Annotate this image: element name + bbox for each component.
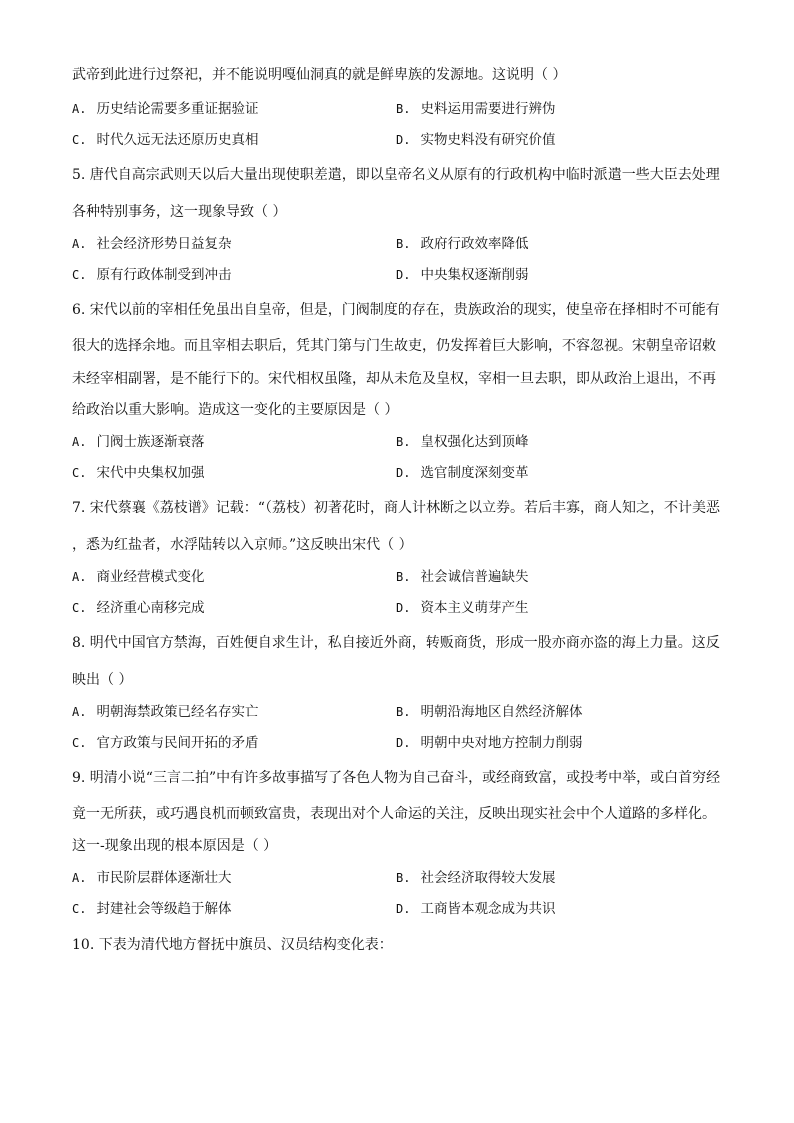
option-d: D. 明朝中央对地方控制力削弱 xyxy=(396,735,583,751)
question-5-line-1: 5. 唐代自高宗武则天以后大量出现使职差遣，即以皇帝名义从原有的行政机构中临时派遣一些大臣去处理 xyxy=(72,167,720,183)
option-b: B. 皇权强化达到顶峰 xyxy=(396,434,529,450)
question-6-line-2: 很大的选择余地。而且宰相去职后，凭其门第与门生故吏，仍发挥着巨大影响，不容忽视。宋朝皇帝诏敕 xyxy=(72,338,716,354)
option-d: D. 工商皆本观念成为共识 xyxy=(396,901,556,917)
option-a: A. 商业经营模式变化 xyxy=(72,569,205,585)
question-5-line-2: 各种特别事务，这一现象导致（ ） xyxy=(72,204,287,220)
option-b: B. 政府行政效率降低 xyxy=(396,236,529,252)
question-9-line-3: 这一-现象出现的根本原因是（ ） xyxy=(72,838,278,854)
option-d: D. 中央集权逐渐削弱 xyxy=(396,267,529,283)
option-a: A. 历史结论需要多重证据验证 xyxy=(72,101,259,117)
question-6-line-3: 未经宰相副署，是不能行下的。宋代相权虽隆，却从未危及皇权，宰相一旦去职，即从政治上退出，不再 xyxy=(72,371,716,387)
option-b: B. 史料运用需要进行辨伪 xyxy=(396,101,556,117)
option-a: A. 明朝海禁政策已经名存实亡 xyxy=(72,704,259,720)
option-d: D. 选官制度深刻变革 xyxy=(396,465,529,481)
question-6-line-4: 给政治以重大影响。造成这一变化的主要原因是（ ） xyxy=(72,402,399,418)
option-c: C. 宋代中央集权加强 xyxy=(72,465,205,481)
question-text-line: 武帝到此进行过祭祀，并不能说明嘎仙洞真的就是鲜卑族的发源地。这说明（ ） xyxy=(72,67,567,83)
question-9-line-1: 9. 明清小说“三言二拍”中有许多故事描写了各色人物为自己奋斗，或经商致富，或投考中举，或白首穷经 xyxy=(72,770,721,786)
question-7-line-1: 7. 宋代蔡襄《荔枝谱》记载：“（荔枝）初著花时，商人计林断之以立券。若后丰寡，商人知之，不计美恶 xyxy=(72,500,720,516)
option-c: C. 原有行政体制受到冲击 xyxy=(72,267,232,283)
option-b: B. 社会诚信普遍缺失 xyxy=(396,569,529,585)
option-a: A. 社会经济形势日益复杂 xyxy=(72,236,232,252)
question-6-line-1: 6. 宋代以前的宰相任免虽出自皇帝，但是，门阀制度的存在，贵族政治的现实，使皇帝在择相时不可能有 xyxy=(72,302,720,318)
option-c: C. 时代久远无法还原历史真相 xyxy=(72,132,259,148)
option-d: D. 资本主义萌芽产生 xyxy=(396,600,529,616)
question-7-line-2: ，悉为红盐者，水浮陆转以入京师。”这反映出宋代（ ） xyxy=(72,537,413,553)
question-8-line-2: 映出（ ） xyxy=(72,672,133,688)
option-c: C. 经济重心南移完成 xyxy=(72,600,205,616)
option-b: B. 社会经济取得较大发展 xyxy=(396,870,556,886)
option-a: A. 门阀士族逐渐衰落 xyxy=(72,434,205,450)
option-c: C. 官方政策与民间开拓的矛盾 xyxy=(72,735,259,751)
option-c: C. 封建社会等级趋于解体 xyxy=(72,901,232,917)
option-d: D. 实物史料没有研究价值 xyxy=(396,132,556,148)
question-8-line-1: 8. 明代中国官方禁海，百姓便自求生计，私自接近外商，转贩商货，形成一股亦商亦盗的海上力量。这反 xyxy=(72,635,720,651)
question-9-line-2: 竟一无所获，或巧遇良机而顿致富贵，表现出对个人命运的关注，反映出现实社会中个人道路的多样化。 xyxy=(72,806,716,822)
question-10-line-1: 10. 下表为清代地方督抚中旗员、汉员结构变化表： xyxy=(72,937,393,953)
option-b: B. 明朝沿海地区自然经济解体 xyxy=(396,704,583,720)
option-a: A. 市民阶层群体逐渐壮大 xyxy=(72,870,232,886)
